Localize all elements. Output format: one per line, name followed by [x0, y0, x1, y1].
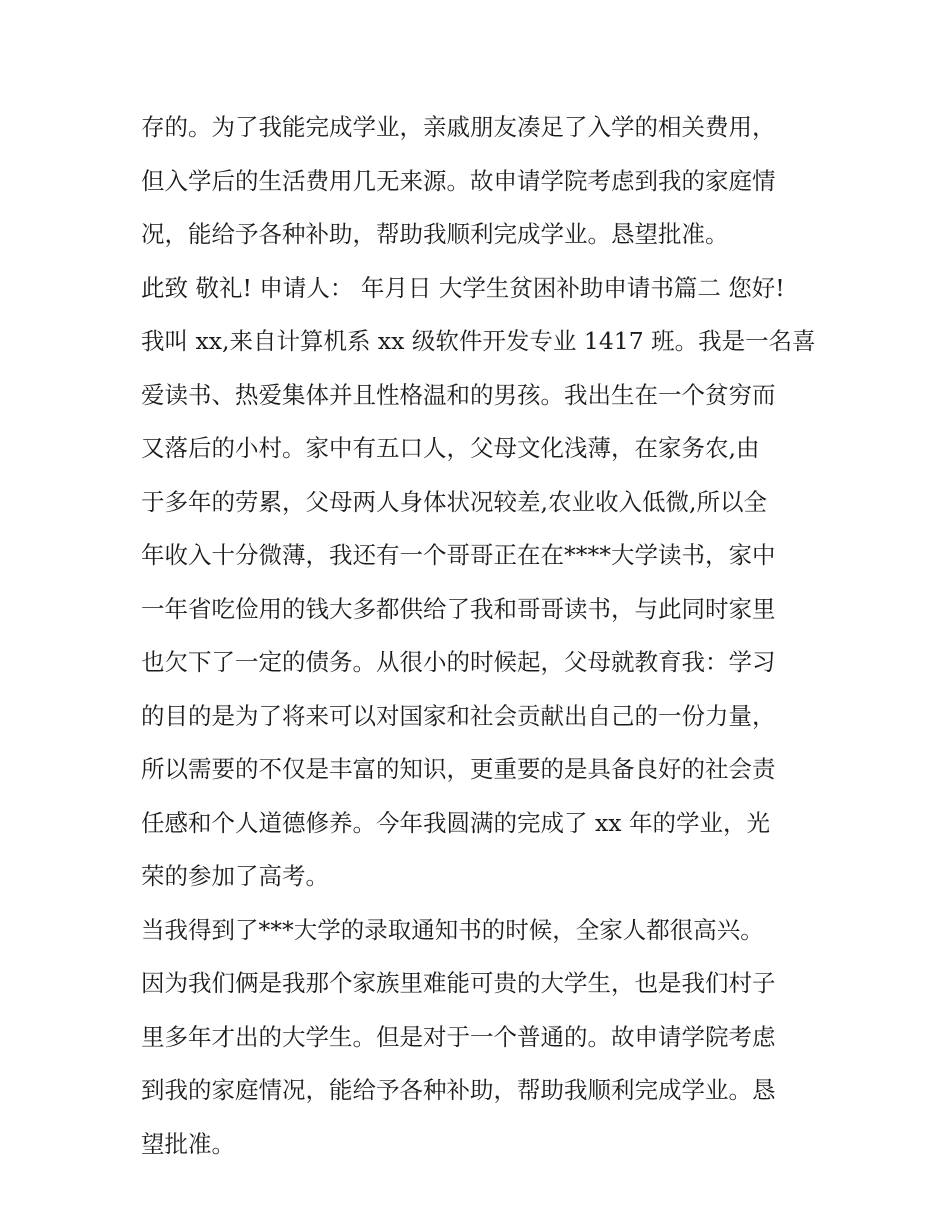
text-line: 存的。为了我能完成学业，亲戚朋友凑足了入学的相关费用， [141, 113, 776, 141]
text-line: 也欠下了一定的债务。从很小的时候起，父母就教育我：学习 [141, 648, 776, 676]
text-line: 年收入十分微薄，我还有一个哥哥正在在****大学读书，家中 [141, 541, 776, 569]
text-line: 当我得到了***大学的录取通知书的时候，全家人都很高兴。 [141, 915, 764, 944]
text-line: 又落后的小村。家中有五口人，父母文化浅薄，在家务农,由 [141, 434, 760, 462]
text-line: 况，能给予各种补助，帮助我顺利完成学业。恳望批准。 [141, 220, 729, 248]
text-line: 到我的家庭情况，能给予各种补助，帮助我顺利完成学业。恳 [141, 1076, 776, 1104]
text-line: 于多年的劳累，父母两人身体状况较差,农业收入低微,所以全 [141, 487, 767, 516]
text-line: 一年省吃俭用的钱大多都供给了我和哥哥读书，与此同时家里 [141, 594, 776, 623]
text-line: 爱读书、热爱集体并且性格温和的男孩。我出生在一个贫穷而 [141, 380, 776, 409]
text-line: 但入学后的生活费用几无来源。故申请学院考虑到我的家庭情 [141, 166, 776, 195]
text-line: 任感和个人道德修养。今年我圆满的完成了 xx 年的学业，光 [141, 808, 770, 837]
text-line: 望批准。 [141, 1129, 235, 1158]
text-line: 因为我们俩是我那个家族里难能可贵的大学生，也是我们村子 [141, 969, 776, 997]
text-line: 里多年才出的大学生。但是对于一个普通的。故申请学院考虑 [141, 1022, 776, 1051]
text-line: 荣的参加了高考。 [141, 862, 329, 890]
document-body [141, 101, 821, 1171]
text-line: 的目的是为了将来可以对国家和社会贡献出自己的一份力量， [141, 701, 776, 730]
text-line: 所以需要的不仅是丰富的知识，更重要的是具备良好的社会责 [141, 755, 776, 783]
text-line: 此致 敬礼! 申请人： 年月日 大学生贫困补助申请书篇二 您好! [141, 273, 785, 302]
text-line: 我叫 xx,来自计算机系 xx 级软件开发专业 1417 班。我是一名喜 [141, 327, 816, 355]
